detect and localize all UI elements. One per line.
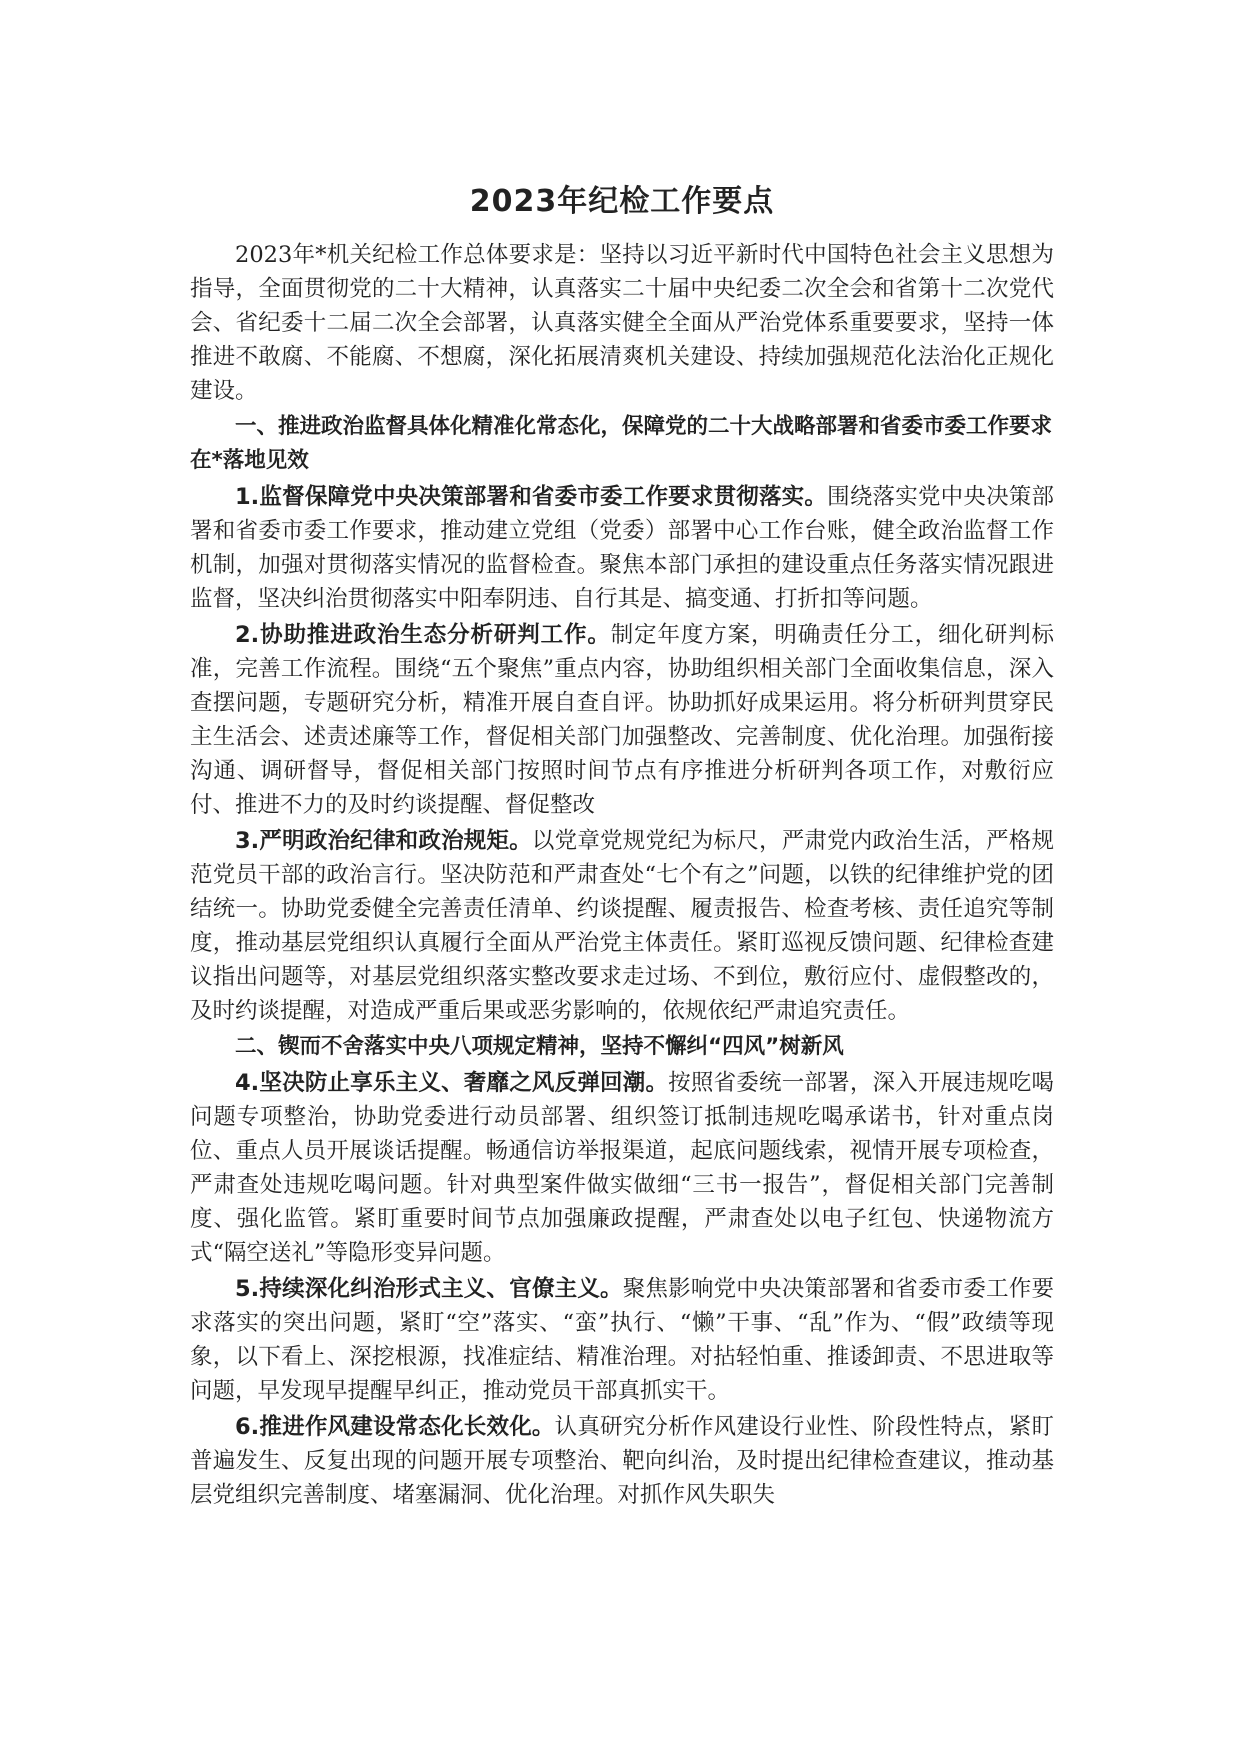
item-1-lead: 1.监督保障党中央决策部署和省委市委工作要求贯彻落实。 xyxy=(235,484,828,510)
item-4-text: 按照省委统一部署，深入开展违规吃喝问题专项整治，协助党委进行动员部署、组织签订抵制违规吃喝承诺书，针对重点岗位、重点人员开展谈话提醒。畅通信访举报渠道，起底问题线索，视情开展专项检查，严肃查处违规吃喝问题。针对典型案件做实做细“三书一报告”，督促相关部门完善制度、强化监管。紧盯重要时间节点加强廉政提醒，严肃查处以电子红包、快递物流方式“隔空送礼”等隐形变异问题。 xyxy=(190,1070,1054,1266)
item-5-paragraph xyxy=(190,1272,1054,1408)
item-6-paragraph xyxy=(190,1410,1054,1512)
item-1-paragraph xyxy=(190,480,1054,616)
item-2-paragraph xyxy=(190,618,1054,822)
item-6-text: 认真研究分析作风建设行业性、阶段性特点，紧盯普遍发生、反复出现的问题开展专项整治、靶向纠治，及时提出纪律检查建议，推动基层党组织完善制度、堵塞漏洞、优化治理。对抓作风失职失 xyxy=(190,1414,1054,1508)
item-5-text: 聚焦影响党中央决策部署和省委市委工作要求落实的突出问题，紧盯“空”落实、“蛮”执行、“懒”干事、“乱”作为、“假”政绩等现象，以下看上、深挖根源，找准症结、精准治理。对拈轻怕重、推诿卸责、不思进取等问题，早发现早提醒早纠正，推动党员干部真抓实干。 xyxy=(190,1276,1054,1404)
item-1-text: 围绕落实党中央决策部署和省委市委工作要求，推动建立党组（党委）部署中心工作台账，健全政治监督工作机制，加强对贯彻落实情况的监督检查。聚焦本部门承担的建设重点任务落实情况跟进监督，坚决纠治贯彻落实中阳奉阴违、自行其是、搞变通、打折扣等问题。 xyxy=(190,484,1054,612)
item-3-text: 以党章党规党纪为标尺，严肃党内政治生活，严格规范党员干部的政治言行。坚决防范和严肃查处“七个有之”问题，以铁的纪律维护党的团结统一。协助党委健全完善责任清单、约谈提醒、履责报告、检查考核、责任追究等制度，推动基层党组织认真履行全面从严治党主体责任。紧盯巡视反馈问题、纪律检查建议指出问题等，对基层党组织落实整改要求走过场、不到位，敷衍应付、虚假整改的，及时约谈提醒，对造成严重后果或恶劣影响的，依规依纪严肃追究责任。 xyxy=(190,828,1054,1024)
item-6-lead: 6.推进作风建设常态化长效化。 xyxy=(235,1414,555,1440)
intro-paragraph: 2023年*机关纪检工作总体要求是：坚持以习近平新时代中国特色社会主义思想为指导，全面贯彻党的二十大精神，认真落实二十届中央纪委二次全会和省第十二次党代会、省纪委十二届二次全会部署，认真落实健全全面从严治党体系重要要求，坚持一体推进不敢腐、不能腐、不想腐，深化拓展清爽机关建设、持续加强规范化法治化正规化建设。 xyxy=(190,242,1054,404)
item-4-paragraph xyxy=(190,1066,1054,1270)
item-3-lead: 3.严明政治纪律和政治规矩。 xyxy=(235,828,532,854)
item-5-lead: 5.持续深化纠治形式主义、官僚主义。 xyxy=(235,1276,623,1302)
item-3-paragraph xyxy=(190,824,1054,1028)
item-2-lead: 2.协助推进政治生态分析研判工作。 xyxy=(235,622,611,648)
document-title: 2023年纪检工作要点 xyxy=(469,184,775,219)
item-4-lead: 4.坚决防止享乐主义、奢靡之风反弹回潮。 xyxy=(235,1070,669,1096)
section-1-heading: 一、推进政治监督具体化精准化常态化，保障党的二十大战略部署和省委市委工作要求在*落地见效 xyxy=(190,414,1053,473)
item-2-text: 制定年度方案，明确责任分工，细化研判标准，完善工作流程。围绕“五个聚焦”重点内容，协助组织相关部门全面收集信息，深入查摆问题，专题研究分析，精准开展自查自评。协助抓好成果运用。将分析研判贯穿民主生活会、述责述廉等工作，督促相关部门加强整改、完善制度、优化治理。加强衔接沟通、调研督导，督促相关部门按照时间节点有序推进分析研判各项工作，对敷衍应付、推进不力的及时约谈提醒、督促整改 xyxy=(190,622,1054,818)
section-2-heading: 二、锲而不舍落实中央八项规定精神，坚持不懈纠“四风”树新风 xyxy=(235,1034,844,1059)
